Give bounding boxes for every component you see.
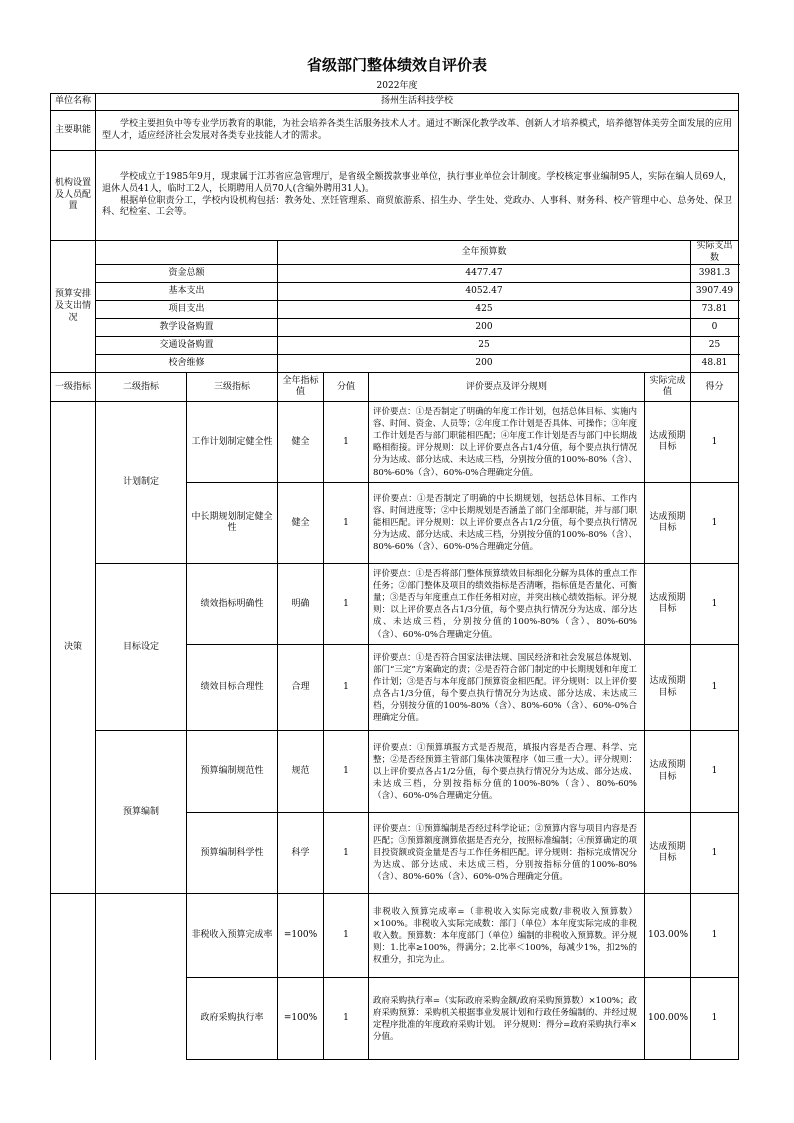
- criteria-text: 评价要点：①是否符合国家法律法规、国民经济和社会发展总体规划、部门“三定”方案确定的责；②是否符合部门制定的中长期规划和年度工作计划；③是否与本年度部门预算资金相匹配。评分规则：以上评价要点各占1/3分值，每个要点执行情况分为达成、部分达成、未达成三档，分别按分值的100%-80%（含）、80%-60%（含）、60%-0%合理确定分值。: [373, 652, 637, 723]
- org-label: 机构设置及人员配置: [51, 151, 96, 241]
- budget-row: 基本支出 4052.47 3907.49: [51, 283, 739, 301]
- unit-label: 单位名称: [51, 94, 96, 111]
- indicator-row: 预算编制科学性 科学 1 评价要点：①预算编制是否经过科学论证；②预算内容与项目内容是否匹配；③预算额度测算依据是否充分，按照标准编制；④预算确定的项目投资额或资金量是否与工作任务相匹配。评分规则：指标完成情况分为达成、部分达成、未达成三档，分别按指标分值的100%-80%（含）、80%-60%（含）、60%-0%合理确定分值。 达成预期目标 1: [51, 813, 739, 894]
- level2-goal: 目标设定: [96, 564, 187, 731]
- budget-col-header: 全年预算数: [278, 241, 691, 265]
- indicator-row: 目标设定 绩效指标明确性 明确 1 评价要点：①是否将部门整体预算绩效目标细化分解为具体的重点工作任务；②部门整体及项目的绩效指标是否清晰，指标值是否量化、可衡量；③是否与年度重点工作任务相对应，并突出核心绩效指标。评分规则：以上评价要点各占1/3分值，每个要点执行情况分为达成、部分达成、未达成三档，分别按分值的100%-80%（含）、80%-60%（含）、60%-0%合理确定分值。 达成预期目标 1: [51, 564, 739, 645]
- report-year: 2022年度: [376, 81, 418, 91]
- level1-decision: 决策: [51, 402, 96, 894]
- indicator-row: 非税收入预算完成率 =100% 1 非税收入预算完成率=（非税收入实际完成数/非税收入预算数）×100%。非税收入实际完成数：部门（单位）本年度实际完成的非税收入数。预算数：本年度部门（单位）编制的非税收入预算数。评分规则：1.比率≥100%，得满分；2.比率＜100%，每减少1%，扣2%的权重分，扣完为止。 103.00% 1: [51, 894, 739, 978]
- criteria-text: 评价要点：①预算填报方式是否规范，填报内容是否合理、科学、完整；②是否经预算主管部门集体决策程序（如三重一大）。评分规则：以上评价要点各占1/2分值，每个要点执行情况分为达成、部分达成、未达成三档，分别按指标分值的100%-80%（含）、80%-60%（含）、60%-0%合理确定分值。: [373, 742, 637, 801]
- unit-name: 扬州生活科技学校: [96, 94, 739, 111]
- org-paragraph-1: 学校成立于1985年9月，现隶属于江苏省应急管理厅，是省级全额拨款事业单位，执行事业单位会计制度。学校核定事业编制95人，实际在编人员69人，退休人员41人，临时工2人，长期聘用人员70人(含编外聘用31人)。: [102, 172, 733, 194]
- actual-col-header: 实际支出数: [691, 241, 739, 265]
- header-target: 全年指标值: [278, 373, 324, 402]
- header-score: 分值: [324, 373, 369, 402]
- criteria-text: 评价要点：①预算编制是否经过科学论证；②预算内容与项目内容是否匹配；③预算额度测算依据是否充分，按照标准编制；④预算确定的项目投资额或资金量是否与工作任务相匹配。评分规则：指标完成情况分为达成、部分达成、未达成三档，分别按指标分值的100%-80%（含）、80%-60%（含）、60%-0%合理确定分值。: [373, 824, 637, 883]
- header-level1: 一级指标: [51, 373, 96, 402]
- unit-row: [51, 94, 739, 111]
- level2-budget-prep: 预算编制: [96, 731, 187, 894]
- indicator-header-row: [51, 373, 739, 402]
- budget-row: 教学设备购置 200 0: [51, 319, 739, 337]
- criteria-text: 评价要点：①是否制定了明确的中长期规划，包括总体目标、工作内容、时间进度等；②中长期规划是否涵盖了部门全部职能，并与部门职能相匹配。评分规则：以上评价要点各占1/2分值，每个要点执行情况分为达成、部分达成、未达成三档，分别按分值的100%-80%（含）、80%-60%（含）、60%-0%合理确定分值。: [373, 494, 637, 553]
- budget-label: 预算安排及支出情况: [51, 241, 96, 373]
- duties-label: 主要职能: [51, 111, 96, 151]
- budget-row: 资金总额 4477.47 3981.3: [51, 265, 739, 283]
- budget-row: 项目支出 425 73.81: [51, 301, 739, 319]
- budget-header-row: [51, 241, 739, 265]
- header-points: 得分: [691, 373, 739, 402]
- budget-row: 交通设备购置 25 25: [51, 337, 739, 355]
- header-level2: 二级指标: [96, 373, 187, 402]
- indicator-row: 绩效目标合理性 合理 1 评价要点：①是否符合国家法律法规、国民经济和社会发展总体规划、部门“三定”方案确定的责；②是否符合部门制定的中长期规划和年度工作计划；③是否与本年度部门预算资金相匹配。评分规则：以上评价要点各占1/3分值，每个要点执行情况分为达成、部分达成、未达成三档，分别按分值的100%-80%（含）、80%-60%（含）、60%-0%合理确定分值。 达成预期目标 1: [51, 645, 739, 731]
- page-title: 省级部门整体绩效自评价表: [306, 56, 487, 74]
- org-row: [51, 151, 739, 241]
- duties-text: 学校主要担负中等专业学历教育的职能，为社会培养各类生活服务技术人才。通过不断深化教学改革、创新人才培养模式，培养德智体美劳全面发展的应用型人才，适应经济社会发展对各类专业技能人才的需求。: [102, 118, 733, 141]
- org-paragraph-2: 根据单位职责分工，学校内设机构包括：教务处、烹饪管理系、商贸旅游系、招生办、学生处、党政办、人事科、财务科、校产管理中心、总务处、保卫科、纪检室、工会等。: [102, 195, 733, 218]
- criteria-text: 评价要点：①是否将部门整体预算绩效目标细化分解为具体的重点工作任务；②部门整体及项目的绩效指标是否清晰，指标值是否量化、可衡量；③是否与年度重点工作任务相对应，并突出核心绩效指标。评分规则：以上评价要点各占1/3分值，每个要点执行情况分为达成、部分达成、未达成三档，分别按分值的100%-80%（含）、80%-60%（含）、60%-0%合理确定分值。: [373, 569, 637, 640]
- indicator-row: 中长期规划制定健全性 健全 1 评价要点：①是否制定了明确的中长期规划，包括总体目标、工作内容、时间进度等；②中长期规划是否涵盖了部门全部职能，并与部门职能相匹配。评分规则：以上评价要点各占1/2分值，每个要点执行情况分为达成、部分达成、未达成三档，分别按分值的100%-80%（含）、80%-60%（含）、60%-0%合理确定分值。 达成预期目标 1: [51, 483, 739, 564]
- header-criteria: 评价要点及评分规则: [369, 373, 645, 402]
- criteria-text: 评价要点：①是否制定了明确的年度工作计划，包括总体目标、实施内容、时间、资金、人员等；②年度工作计划是否具体、可操作；③年度工作计划是否与部门职能相匹配；④年度工作计划是否与部门中长期战略相衔接。评分规则：以上评价要点各占1/4分值，每个要点执行情况分为达成、部分达成、未达成三档，分别按分值的100%-80%（含）、80%-60%（含）、60%-0%合理确定分值。: [373, 407, 637, 478]
- criteria-text: 非税收入预算完成率=（非税收入实际完成数/非税收入预算数）×100%。非税收入实际完成数：部门（单位）本年度实际完成的非税收入数。预算数：本年度部门（单位）编制的非税收入预算数。评分规则：1.比率≥100%，得满分；2.比率＜100%，每减少1%，扣2%的权重分，扣完为止。: [373, 906, 637, 965]
- criteria-text: 政府采购执行率=（实际政府采购金额/政府采购预算数）×100%；政府采购预算：采购机关根据事业发展计划和行政任务编制的、并经过规定程序批准的年度政府采购计划。 评分规则：得分=政府采购执行率×分值。: [373, 995, 637, 1042]
- evaluation-table: [50, 93, 739, 1060]
- level2-plan: 计划制定: [96, 402, 187, 564]
- duties-row: [51, 111, 739, 151]
- indicator-row: 预算编制 预算编制规范性 规范 1 评价要点：①预算填报方式是否规范，填报内容是否合理、科学、完整；②是否经预算主管部门集体决策程序（如三重一大）。评分规则：以上评价要点各占1/2分值，每个要点执行情况分为达成、部分达成、未达成三档，分别按指标分值的100%-80%（含）、80%-60%（含）、60%-0%合理确定分值。 达成预期目标 1: [51, 731, 739, 813]
- indicator-row: 政府采购执行率 =100% 1 政府采购执行率=（实际政府采购金额/政府采购预算数）×100%；政府采购预算：采购机关根据事业发展计划和行政任务编制的、并经过规定程序批准的年度政府采购计划。 评分规则：得分=政府采购执行率×分值。 100.00% 1: [51, 978, 739, 1060]
- indicator-row: 决策 计划制定 工作计划制定健全性 健全 1 评价要点：①是否制定了明确的年度工作计划，包括总体目标、实施内容、时间、资金、人员等；②年度工作计划是否具体、可操作；③年度工作计划是否与部门职能相匹配；④年度工作计划是否与部门中长期战略相衔接。评分规则：以上评价要点各占1/4分值，每个要点执行情况分为达成、部分达成、未达成三档，分别按分值的100%-80%（含）、80%-60%（含）、60%-0%合理确定分值。 达成预期目标 1: [51, 402, 739, 483]
- header-level3: 三级指标: [187, 373, 278, 402]
- budget-row: 校舍维修 200 48.81: [51, 355, 739, 373]
- header-actual: 实际完成值: [645, 373, 691, 402]
